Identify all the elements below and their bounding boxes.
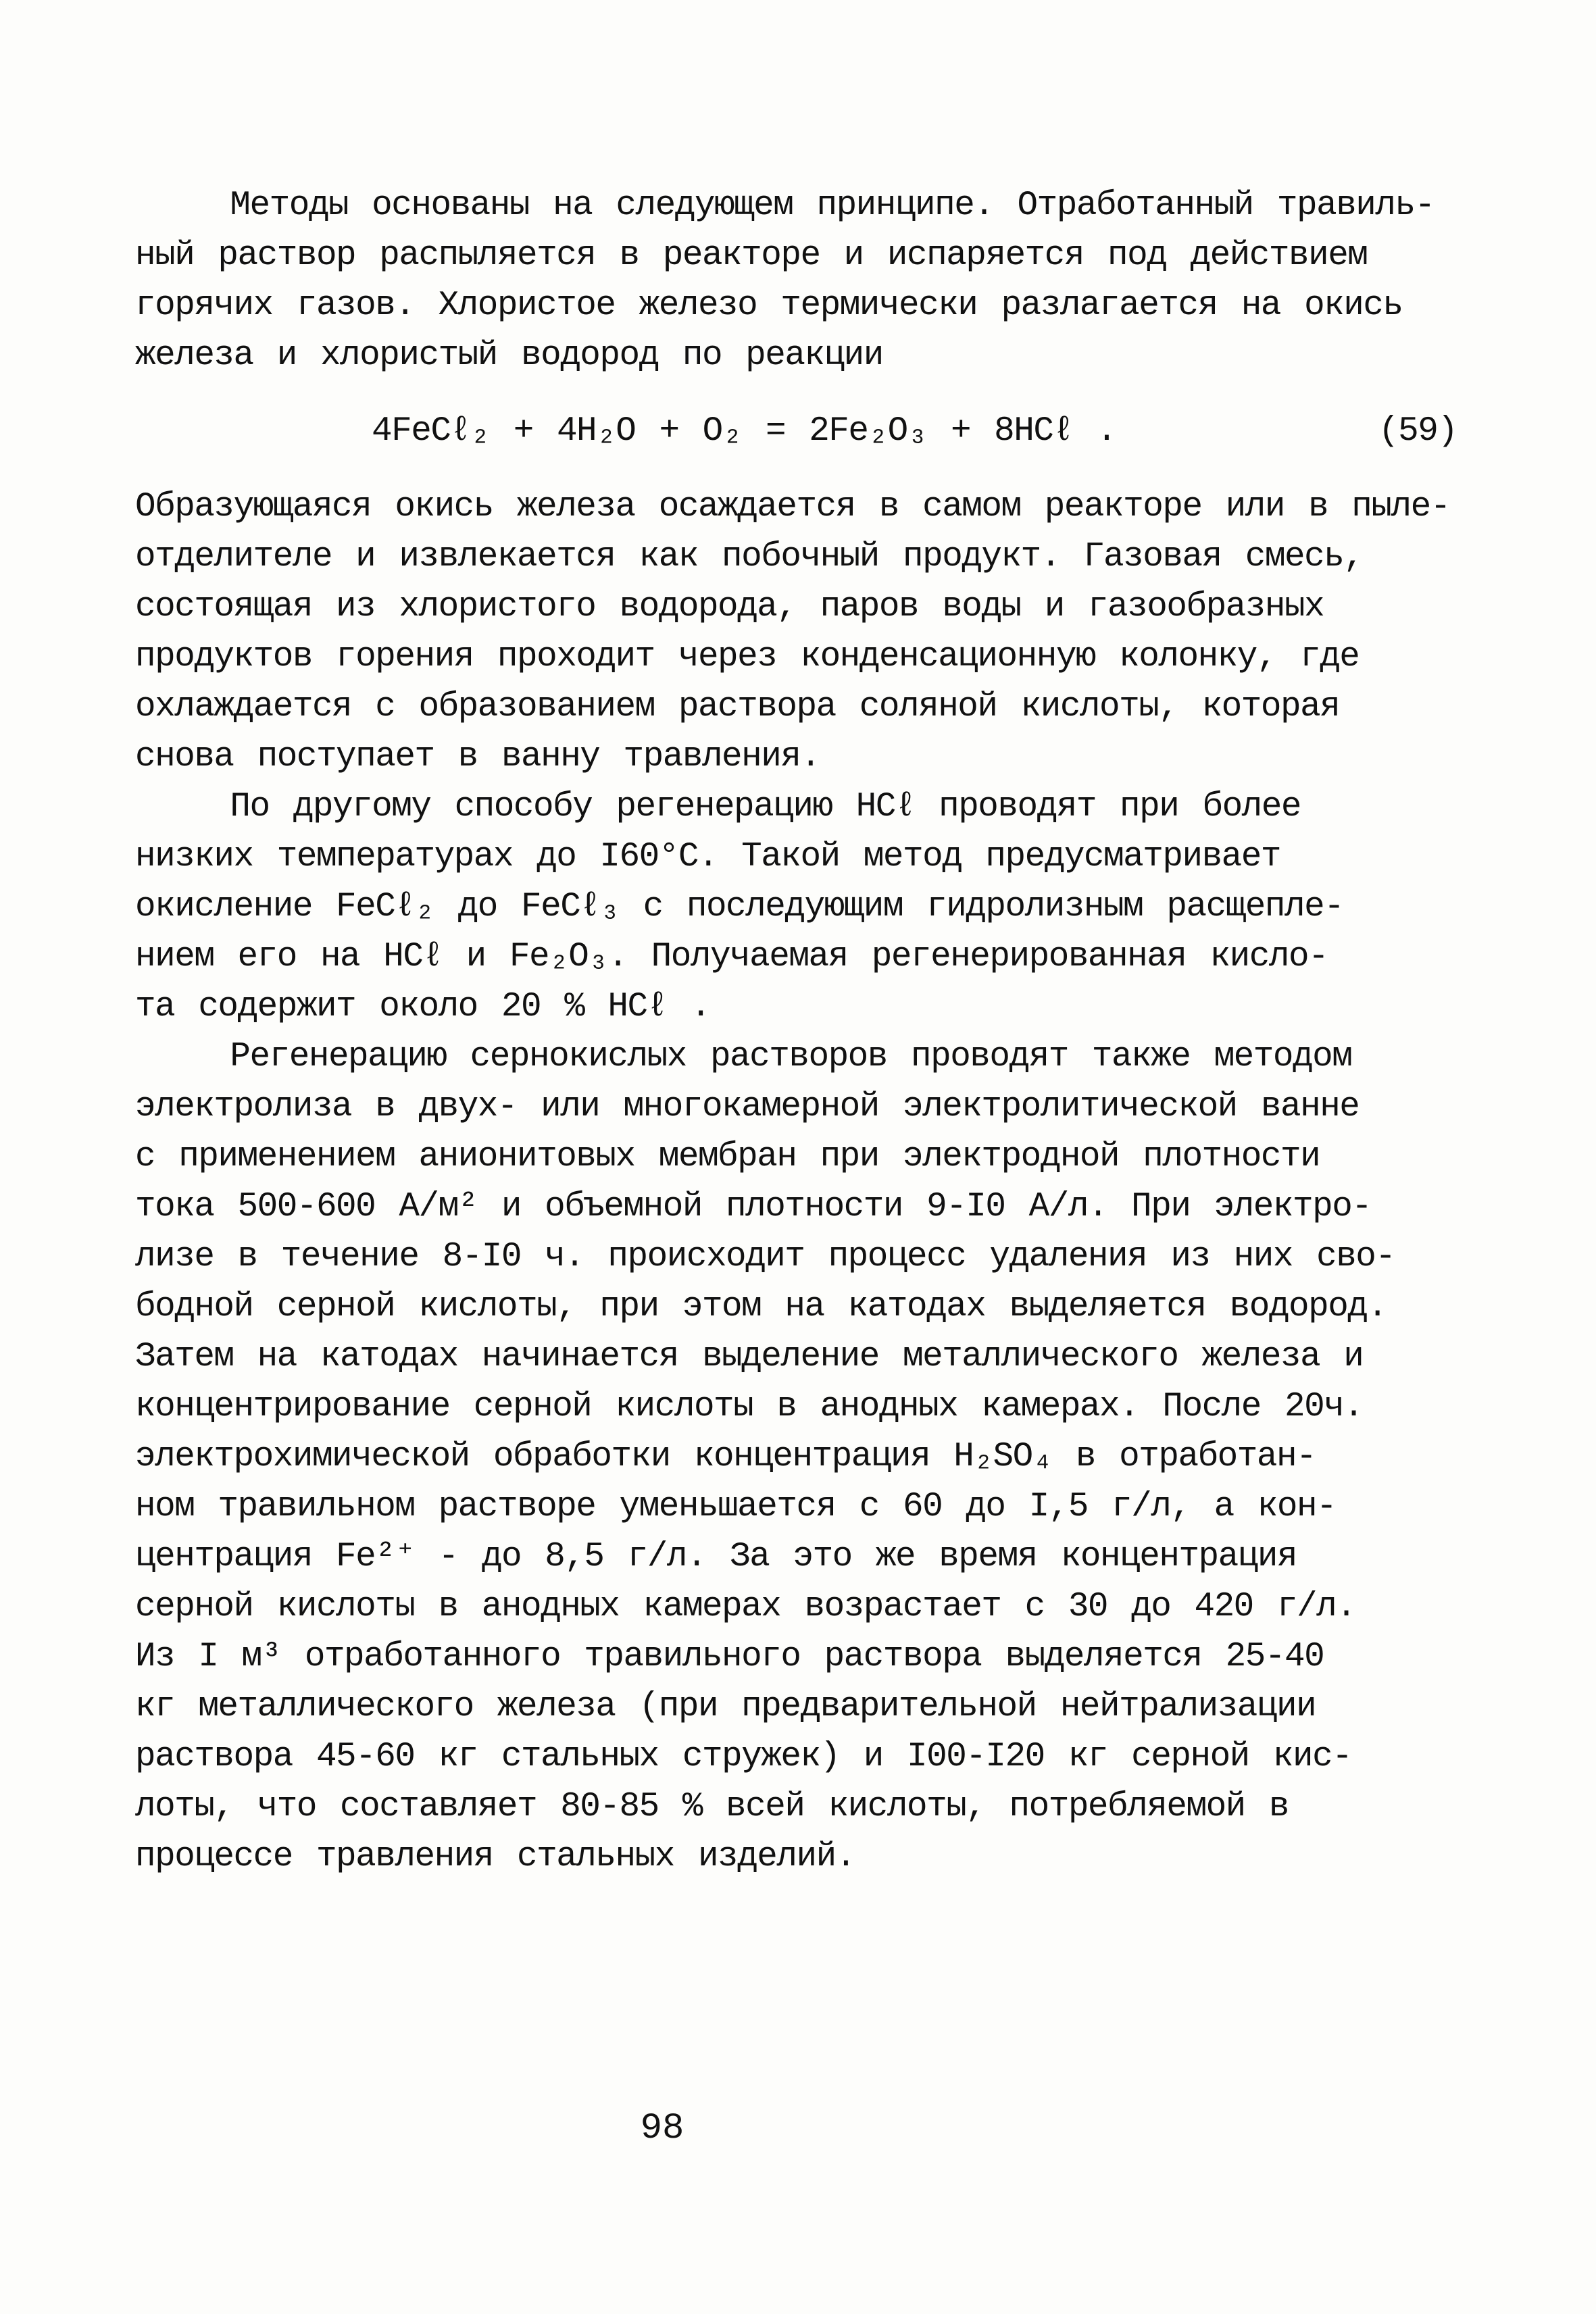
- text-line: кг металлического железа (при предварительной нейтрализации: [135, 1688, 1316, 1726]
- text-line: Образующаяся окись железа осаждается в самом реакторе или в пыле-: [135, 488, 1450, 526]
- text-line: концентрирование серной кислоты в анодных камерах. После 20ч.: [135, 1388, 1364, 1426]
- text-line: снова поступает в ванну травления.: [135, 738, 820, 776]
- text-line: лизе в течение 8-I0 ч. происходит процесс удаления из них сво-: [135, 1238, 1395, 1276]
- text-line: окисление FeCℓ₂ до FeCℓ₃ с последующим гидролизным расщепле-: [135, 888, 1344, 926]
- text-line: железа и хлористый водород по реакции: [135, 336, 883, 375]
- text-line: нием его на НСℓ и Fe₂O₃. Получаемая регенерированная кисло-: [135, 938, 1328, 976]
- page-number: 98: [640, 2108, 684, 2149]
- text-line: процессе травления стальных изделий.: [135, 1838, 855, 1876]
- equation-row: [135, 381, 1480, 482]
- text-line: Затем на катодах начинается выделение металлического железа и: [135, 1338, 1364, 1376]
- text-line: та содержит около 20 % НСℓ .: [135, 988, 710, 1026]
- body-text: [135, 181, 1480, 1882]
- text-line: ном травильном растворе уменьшается с 60 до I,5 г/л, а кон-: [135, 1488, 1337, 1526]
- text-line: продуктов горения проходит через конденсационную колонку, где: [135, 638, 1360, 676]
- text-line: По другому способу регенерацию НСℓ проводят при более: [135, 788, 1301, 826]
- equation-number: (59): [1378, 412, 1457, 451]
- text-line: низких температурах до I60°С. Такой метод предусматривает: [135, 838, 1280, 876]
- text-line: с применением анионитовых мембран при электродной плотности: [135, 1138, 1320, 1176]
- paragraph-electrolysis: [135, 1032, 1480, 1882]
- text-line: бодной серной кислоты, при этом на катодах выделяется водород.: [135, 1288, 1387, 1326]
- text-line: ный раствор распыляется в реакторе и испаряется под действием: [135, 236, 1368, 275]
- text-line: отделителе и извлекается как побочный продукт. Газовая смесь,: [135, 538, 1364, 576]
- text-line: Регенерацию сернокислых растворов проводят также методом: [135, 1038, 1352, 1076]
- text-line: горячих газов. Хлористое железо термически разлагается на окись: [135, 286, 1403, 325]
- chemical-equation: 4FeCℓ₂ + 4H₂O + O₂ = 2Fe₂O₃ + 8HCℓ .: [372, 412, 1116, 451]
- text-line: тока 500-600 А/м² и объемной плотности 9-I0 А/л. При электро-: [135, 1188, 1372, 1226]
- text-line: электролиза в двух- или многокамерной электролитической ванне: [135, 1088, 1360, 1126]
- text-line: раствора 45-60 кг стальных стружек) и I00-I20 кг серной кис-: [135, 1738, 1352, 1776]
- text-line: серной кислоты в анодных камерах возрастает с 30 до 420 г/л.: [135, 1588, 1356, 1626]
- paragraph-method-2: [135, 782, 1480, 1032]
- text-line: Из I м³ отработанного травильного раствора выделяется 25-40: [135, 1638, 1324, 1676]
- text-line: лоты, что составляет 80-85 % всей кислоты, потребляемой в: [135, 1788, 1289, 1826]
- text-line: центрация Fe²⁺ - до 8,5 г/л. За это же время концентрация: [135, 1538, 1297, 1576]
- text-line: Методы основаны на следующем принципе. Отработанный травиль-: [135, 186, 1435, 225]
- text-line: охлаждается с образованием раствора соляной кислоты, которая: [135, 688, 1340, 726]
- paragraph-intro: [135, 181, 1480, 381]
- paragraph-oxide: [135, 482, 1480, 782]
- text-line: состоящая из хлористого водорода, паров воды и газообразных: [135, 588, 1324, 626]
- text-line: электрохимической обработки концентрация H₂SO₄ в отработан-: [135, 1438, 1316, 1476]
